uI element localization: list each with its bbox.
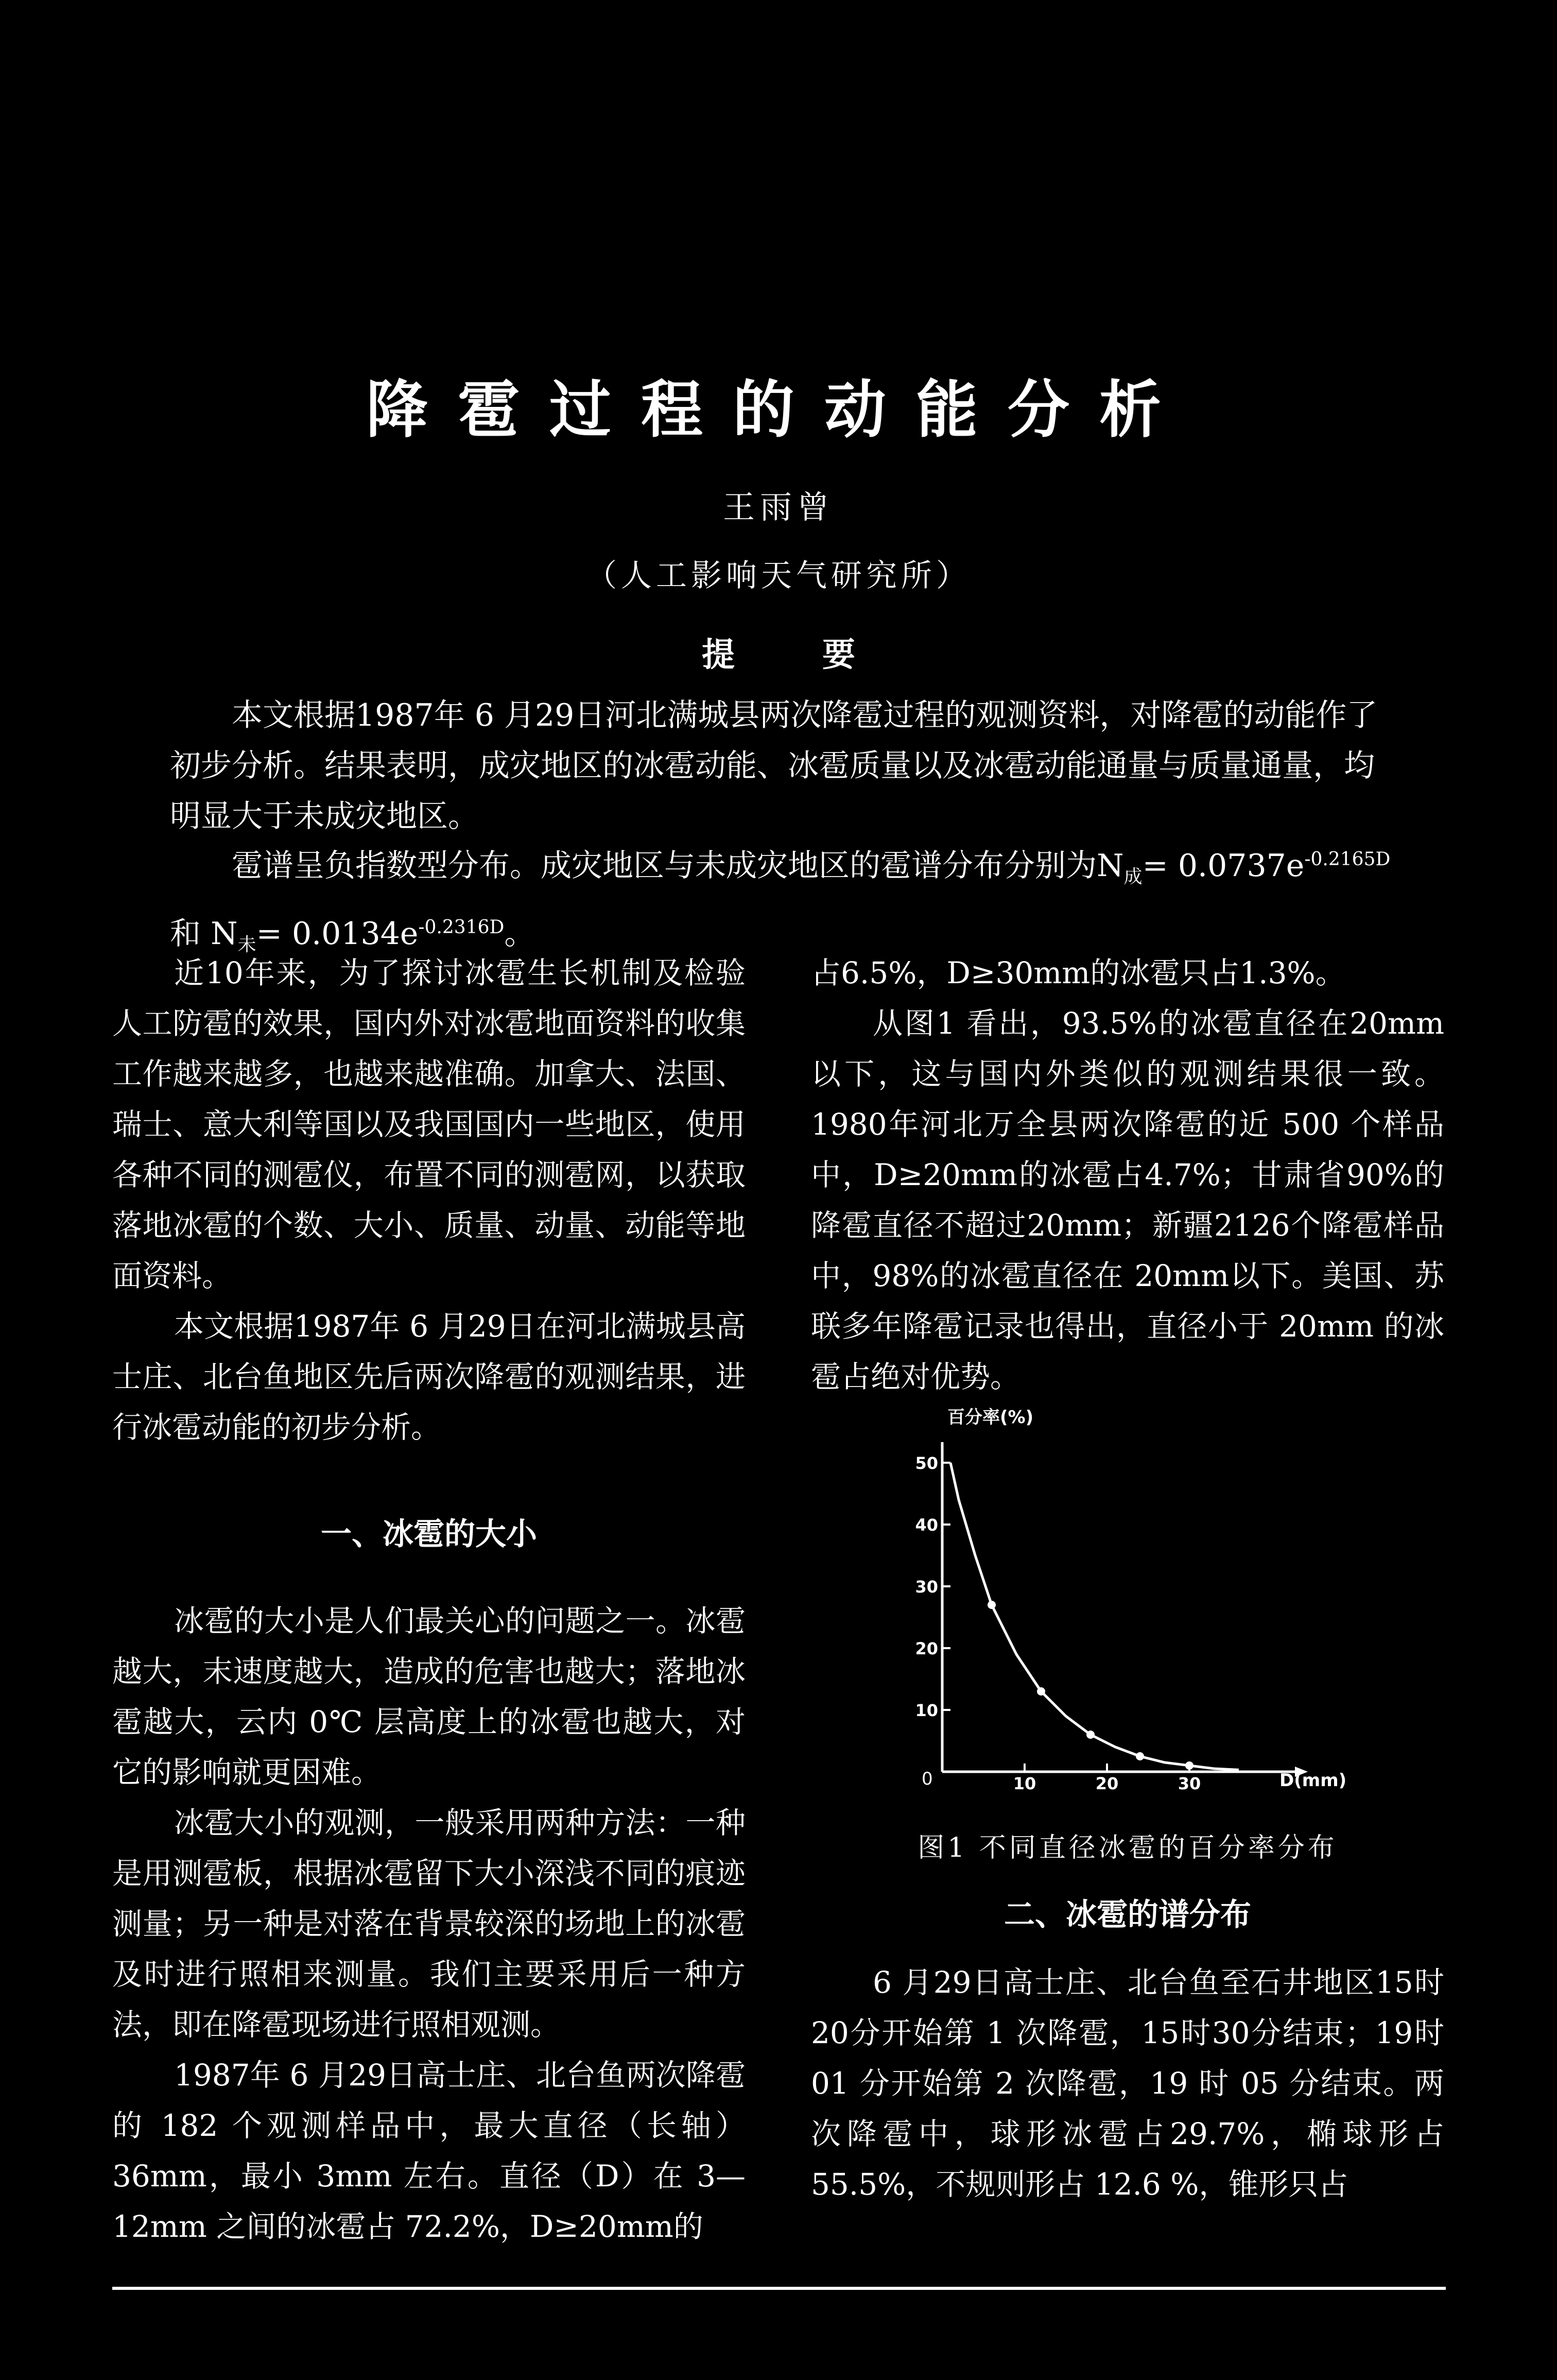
section-heading-1: 一、冰雹的大小 (321, 1516, 537, 1552)
left-paragraph-1: 近10年来，为了探讨冰雹生长机制及检验人工防雹的效果，国内外对冰雹地面资料的收集工作越来越多，也越来越准确。加拿大、法国、瑞士、意大利等国以及我国国内一些地区，使用各种不同的测雹仪，布置不同的测雹网，以获取落地冰雹的个数、大小、质量、动量、动能等地面资料。 (112, 955, 746, 1293)
chart-y-tick-label: 20 (915, 1639, 938, 1658)
chart-ticks (915, 1453, 1201, 1793)
formula-and: 和 (170, 916, 201, 952)
chart-x-tick-label: 10 (1013, 1774, 1036, 1793)
chart-y-tick-label: 30 (915, 1577, 938, 1597)
left-paragraph-3: 冰雹的大小是人们最关心的问题之一。冰雹越大，末速度越大，造成的危害也越大；落地冰雹越大，云内 0℃ 层高度上的冰雹也越大，对它的影响就更困难。 (112, 1603, 746, 1790)
chart-y-tick-label: 10 (915, 1701, 938, 1720)
chart-y-axis-label: 百分率(%) (947, 1407, 1034, 1428)
chart-x-axis-label: D(mm) (1279, 1770, 1347, 1791)
formula-n-success: $N_成$ (1097, 848, 1143, 887)
left-paragraph-2: 本文根据1987年 6 月29日在河北满城县高士庄、北台鱼地区先后两次降雹的观测结果，进行冰雹动能的初步分析。 (112, 1309, 746, 1445)
chart-data-point (1185, 1761, 1193, 1770)
abstract-heading (0, 628, 1557, 676)
chart-data-point (1037, 1687, 1045, 1696)
abstract-paragraph-2-text: 雹谱呈负指数型分布。成灾地区与未成灾地区的雹谱分布分别为 (232, 848, 1097, 884)
chart-data-point (988, 1601, 996, 1609)
chart-y-tick-label: 40 (915, 1515, 938, 1535)
left-paragraph-5: 1987年 6 月29日高士庄、北台鱼两次降雹的 182 个观测样品中，最大直径（长轴）36mm，最小 3mm 左右。直径（D）在 3—12mm 之间的冰雹占 72.2%，D≥20mm的 (112, 2058, 746, 2244)
chart-x-tick-label: 30 (1178, 1774, 1201, 1793)
right-paragraph-2: 从图1 看出，93.5%的冰雹直径在20mm以下，这与国内外类似的观测结果很一致。1980年河北万全县两次降雹的近 500 个样品中，D≥20mm的冰雹占4.7%；甘肃省90%的降雹直径不超过20mm；新疆2126个降雹样品中，98%的冰雹直径在 20mm以下。美国、苏联多年降雹记录也得出，直径小于 20mm 的冰雹占绝对优势。 (811, 1006, 1444, 1394)
left-column (112, 948, 746, 2252)
figure-1-chart (915, 1407, 1359, 1831)
formula-end: 。 (504, 916, 535, 952)
right-column-top (811, 948, 1444, 1402)
chart-origin-label: 0 (922, 1769, 933, 1789)
figure-1-caption: 图1 不同直径冰雹的百分率分布 (918, 1833, 1338, 1863)
author-name: 王雨曾 (722, 488, 834, 526)
chart-markers (988, 1601, 1193, 1770)
section-heading-2: 二、冰雹的谱分布 (1004, 1897, 1251, 1933)
right-paragraph-3: 6 月29日高士庄、北台鱼至石井地区15时20分开始第 1 次降雹，15时30分结束；19时01 分开始第 2 次降雹，19 时 05 分结束。两次降雹中，球形冰雹占29.7%，椭球形占55.5%，不规则形占 12.6 %，锥形只占 (811, 1965, 1444, 2202)
chart-axes (942, 1442, 1308, 1777)
bottom-rule (112, 2287, 1446, 2290)
left-paragraph-4: 冰雹大小的观测，一般采用两种方法：一种是用测雹板，根据冰雹留下大小深浅不同的痕迹测量；另一种是对落在背景较深的场地上的冰雹及时进行照相来测量。我们主要采用后一种方法，即在降雹现场进行照相观测。 (112, 1805, 746, 2042)
formula-n-fail: $N_未$ (211, 916, 256, 955)
abstract-paragraph-1: 本文根据1987年 6 月29日河北满城县两次降雹过程的观测资料，对降雹的动能作了初步分析。结果表明，成灾地区的冰雹动能、冰雹质量以及冰雹动能通量与质量通量，均明显大于未成灾地区。 (170, 697, 1378, 834)
paper-title: 降雹过程的动能分析 (366, 374, 1191, 446)
author-affiliation: （人工影响天气研究所） (586, 558, 971, 594)
chart-series-line (950, 1463, 1239, 1770)
formula-n-success-rhs: = $0.0737e^{-0.2165D}$ (1142, 848, 1391, 884)
abstract-heading-char-1: 提 (702, 636, 735, 674)
abstract-heading-char-2: 要 (822, 636, 855, 674)
chart-data-point (1086, 1731, 1095, 1739)
right-column-bottom (811, 1957, 1444, 2210)
chart-data-point (1136, 1752, 1144, 1760)
chart-y-tick-label: 50 (915, 1453, 938, 1473)
right-paragraph-1: 占6.5%，D≥30mm的冰雹只占1.3%。 (811, 955, 1345, 990)
formula-n-fail-rhs: = $0.0134e^{-0.2316D}$ (256, 916, 505, 952)
chart-x-tick-label: 20 (1095, 1774, 1119, 1793)
